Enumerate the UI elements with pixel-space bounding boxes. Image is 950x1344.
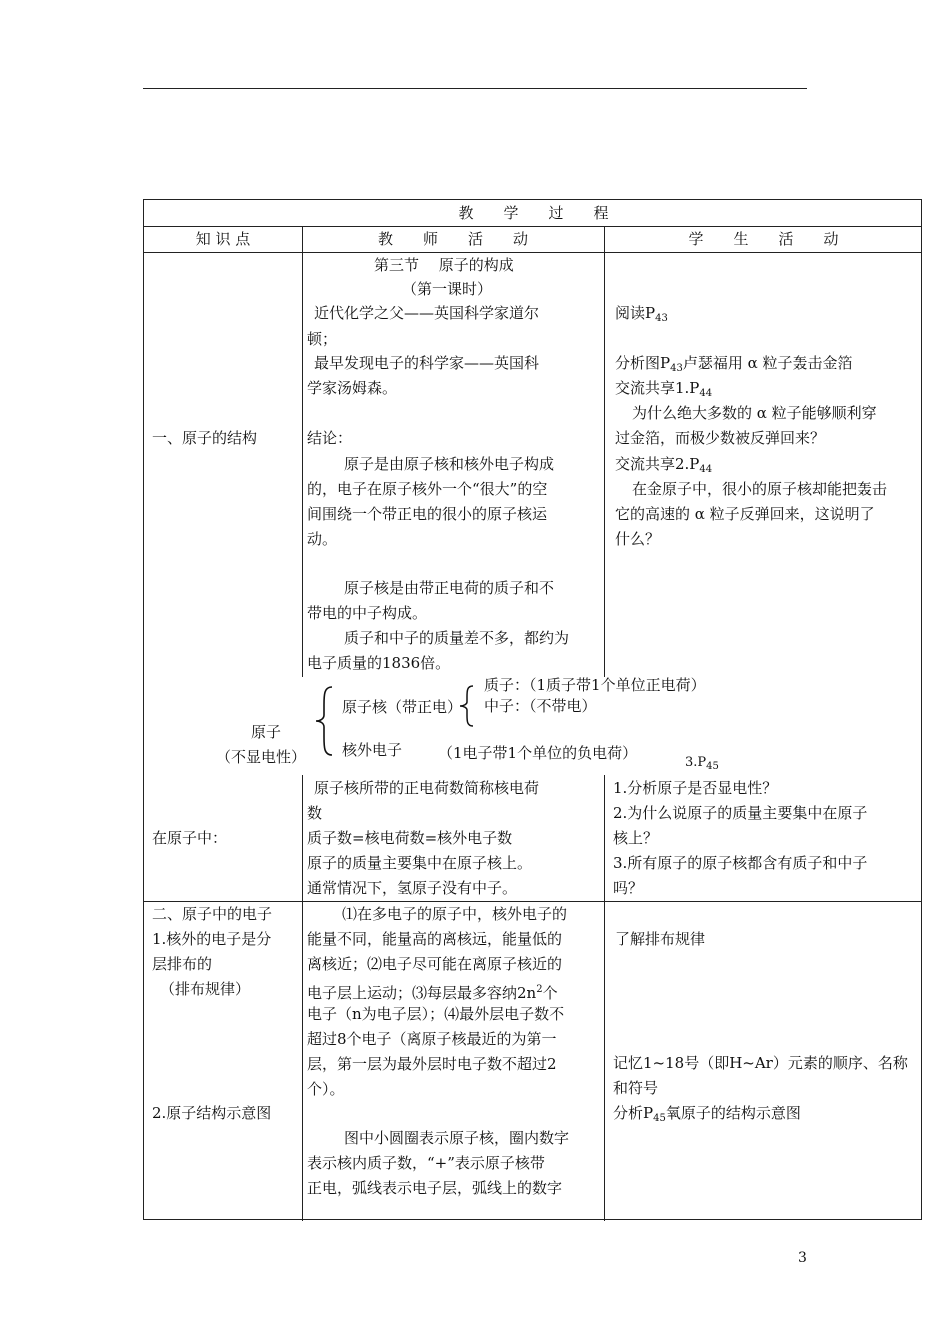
teacher-text: 学家汤姆森。 [307,379,398,397]
teacher-text: 超过8个电子（离原子核最近的为第一 [307,1030,557,1048]
teacher-text: 电子质量的1836倍。 [307,654,451,672]
teacher-text: ⑴在多电子的原子中，核外电子的 [342,905,568,923]
student-text: 了解排布规律 [615,930,706,948]
diagram-atom: 原子 [251,723,282,741]
student-text: 分析$P_{45}$氧原子的结构示意图 [613,1104,801,1124]
teacher-text: 原子核所带的正电荷数简称核电荷 [314,779,540,797]
diagram-electron: 核外电子 [342,741,403,759]
teacher-text: 正电，弧线表示电子层，弧线上的数字 [307,1179,563,1197]
diagram-brace [458,684,476,728]
column-header-student: 学 生 活 动 [688,230,839,248]
teacher-text: 电子层上运动；⑶每层最多容纳$2n^2$个 [307,984,558,1002]
teacher-text: 原子核是由带正电荷的质子和不 [344,579,555,597]
knowledge-in-atom: 在原子中： [152,829,228,847]
page-number: 3 [798,1250,807,1266]
teacher-text: 能量不同，能量高的离核远，能量低的 [307,930,563,948]
lesson-subtitle: （第一课时） [402,280,493,298]
student-text: 它的高速的 α 粒子反弹回来，这说明了 [615,505,875,523]
knowledge-structure-diagram: 2.原子结构示意图 [152,1104,272,1122]
student-text: 交流共享$1.P_{44}$ [615,379,713,399]
teacher-text: 数 [307,804,323,822]
student-text: 什么？ [615,530,661,548]
teacher-text: 原子是由原子核和核外电子构成 [344,455,555,473]
knowledge-text: 1.核外的电子是分 [152,930,272,948]
teacher-text: 通常情况下，氢原子没有中子。 [307,879,518,897]
teacher-text: 质子数=核电荷数=核外电子数 [307,829,513,847]
table-title: 教 学 过 程 [458,204,609,222]
table-rule [302,226,303,677]
teacher-text: 顿； [307,330,338,348]
knowledge-text: （排布规律） [160,980,251,998]
column-header-teacher: 教 师 活 动 [377,230,528,248]
teacher-text: 的，电子在原子核外一个“很大”的空 [307,480,548,498]
column-header-knowledge: 知 识 点 [195,230,251,248]
teaching-process-table [143,199,922,1220]
student-text: 交流共享$2.P_{44}$ [615,455,713,475]
diagram-neutron: 中子：（不带电） [484,697,597,715]
student-text: 核上？ [613,829,659,847]
table-rule [144,252,921,253]
knowledge-electrons: 二、原子中的电子 [152,905,273,923]
knowledge-text: 层排布的 [152,955,213,973]
diagram-nucleus: 原子核（带正电） [342,698,463,716]
teacher-text: 质子和中子的质量差不多，都约为 [344,629,570,647]
teacher-text: 图中小圆圈表示原子核，圈内数字 [344,1129,570,1147]
teacher-text: 离核近；⑵电子尽可能在离原子核近的 [307,955,563,973]
student-text: 吗？ [613,879,644,897]
diagram-brace [314,685,336,757]
student-text: 阅读$P_{43}$ [615,304,668,324]
header-rule [143,88,807,89]
diagram-electron-note: （1电子带1个单位的负电荷） [438,744,638,762]
teacher-text: 层，第一层为最外层时电子数不超过2 [307,1055,557,1073]
student-text: 2.为什么说原子的质量主要集中在原子 [613,804,868,822]
table-rule [604,775,605,1221]
student-text: 记忆1~18号（即H~Ar）元素的顺序、名称 [613,1054,908,1072]
teacher-text: 表示核内质子数，“+”表示原子核带 [307,1154,545,1172]
teacher-conclusion: 结论： [307,429,353,447]
teacher-text: 间围绕一个带正电的很小的原子核运 [307,505,548,523]
diagram-page-ref: $3.P_{45}$ [685,755,719,772]
student-text: 在金原子中，很小的原子核却能把轰击 [632,480,888,498]
teacher-text: 个）。 [307,1080,345,1098]
knowledge-atom-structure: 一、原子的结构 [152,429,258,447]
teacher-text: 带电的中子构成。 [307,604,428,622]
student-text: 3.所有原子的原子核都含有质子和中子 [613,854,868,872]
diagram-atom-note: （不显电性） [216,748,307,766]
student-text: 过金箔，而极少数被反弹回来？ [615,429,826,447]
table-rule [302,775,303,1221]
teacher-text: 近代化学之父——英国科学家道尔 [314,304,540,322]
teacher-text: 电子（n为电子层）；⑷最外层电子数不 [307,1005,565,1023]
lesson-title: 第三节 原子的构成 [374,256,514,274]
teacher-text: 最早发现电子的科学家——英国科 [314,354,540,372]
teacher-text: 原子的质量主要集中在原子核上。 [307,854,533,872]
student-text: 1.分析原子是否显电性？ [613,779,778,797]
table-rule [604,226,605,677]
student-text: 分析图$P_{43}$卢瑟福用 α 粒子轰击金箔 [615,354,853,374]
diagram-proton: 质子：（1质子带1个单位正电荷） [484,676,706,694]
student-text: 为什么绝大多数的 α 粒子能够顺利穿 [632,404,877,422]
teacher-text: 动。 [307,530,338,548]
student-text: 和符号 [613,1079,659,1097]
